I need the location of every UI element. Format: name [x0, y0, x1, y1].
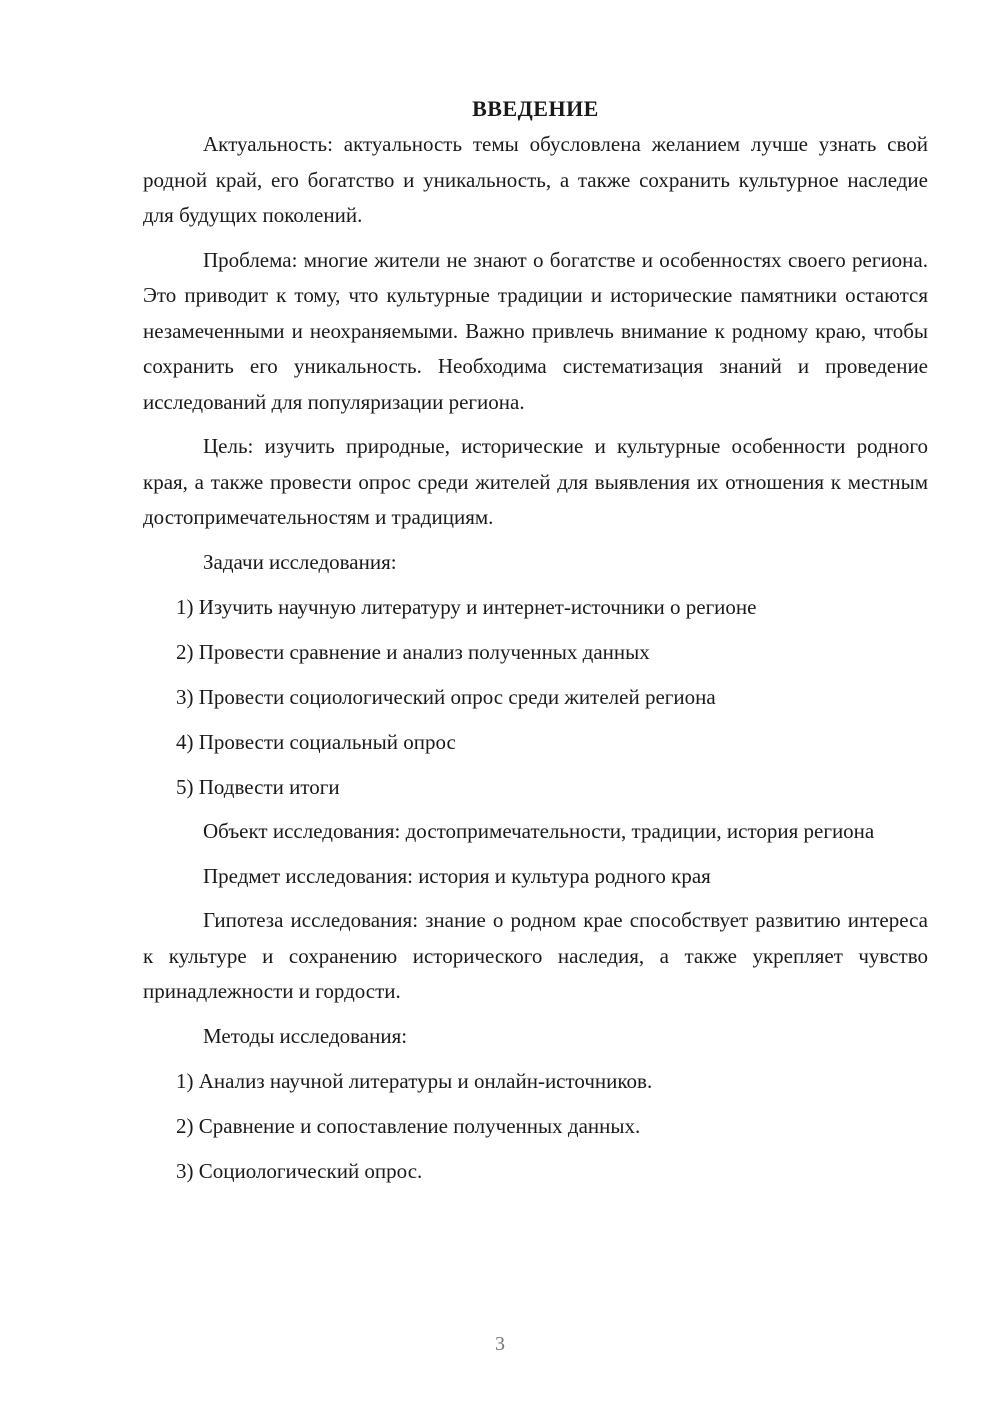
tasks-list: [143, 590, 928, 805]
page-number: 3: [495, 1333, 505, 1355]
list-item: 3) Провести социологический опрос среди жителей региона: [176, 685, 716, 709]
methods-list: [143, 1064, 928, 1189]
section-title: ВВЕДЕНИЕ: [472, 96, 599, 121]
problem-paragraph: Проблема: многие жители не знают о богатстве и особенностях своего региона. Это приводит к тому, что культурные традиции и исторические памятники остаются незамеченными и неохраняемыми. Важно привлечь внимание к родному краю, чтобы сохранить его уникальность. Необходима систематизация знаний и проведение исследований для популяризации региона.: [143, 247, 928, 414]
tasks-heading: Задачи исследования:: [203, 549, 397, 574]
subject-paragraph: Предмет исследования: история и культура родного края: [203, 863, 711, 888]
relevance-paragraph: Актуальность: актуальность темы обусловлена желанием лучше узнать свой родной край, его богатство и уникальность, а также сохранить культурное наследие для будущих поколений.: [143, 132, 928, 227]
methods-heading: Методы исследования:: [203, 1023, 408, 1048]
list-item: 3) Социологический опрос.: [176, 1159, 423, 1183]
list-item: 2) Провести сравнение и анализ полученных данных: [176, 640, 650, 664]
list-item: 1) Изучить научную литературу и интернет-источники о регионе: [176, 595, 757, 619]
goal-paragraph: Цель: изучить природные, исторические и культурные особенности родного края, а также провести опрос среди жителей для выявления их отношения к местным достопримечательностям и традициям.: [143, 434, 928, 529]
list-item: 5) Подвести итоги: [176, 775, 340, 799]
object-paragraph: Объект исследования: достопримечательности, традиции, история региона: [203, 819, 875, 843]
hypothesis-paragraph: Гипотеза исследования: знание о родном крае способствует развитию интереса к культуре и сохранению исторического наследия, а также укрепляет чувство принадлежности и гордости.: [143, 908, 928, 1003]
list-item: 4) Провести социальный опрос: [176, 730, 456, 754]
list-item: 1) Анализ научной литературы и онлайн-источников.: [176, 1069, 653, 1093]
document-body: [143, 93, 928, 1189]
list-item: 2) Сравнение и сопоставление полученных данных.: [176, 1114, 641, 1138]
